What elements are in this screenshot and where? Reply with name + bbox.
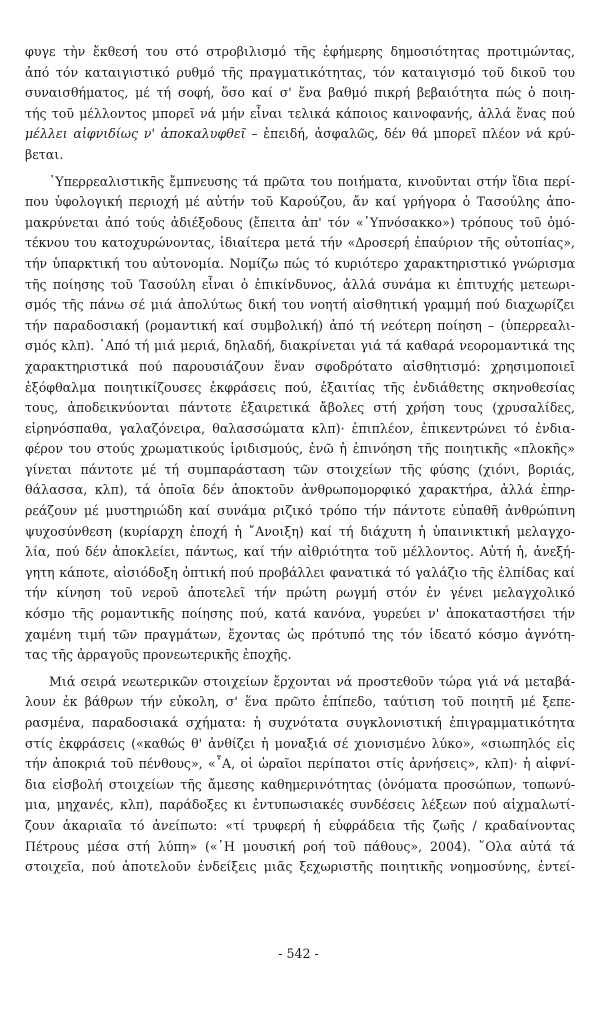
paragraph-line: τήν ὑπαρκτική του αὐτονομία. Νομίζω πώς τό κυριότερο χαρακτηριστικό γνώρισμα	[25, 255, 575, 271]
paragraph-line: συναισθήματος, μέ τή σοφή, ὅσο καί σ' ἕνα βαθμό πικρή βεβαιότητα πώς ὁ ποιη-	[25, 85, 575, 101]
paragraph-line: ψυχοσύνθεση (κυρίαρχη ἐποχή ἡ ῎Ανοιξη) καί τή διάχυτη ἡ ὑπαινικτική μελαγχο-	[25, 523, 575, 539]
paragraph-3	[25, 672, 575, 878]
paragraph-line: κόσμο τῆς ρομαντικῆς ποίησης πού, κατά κανόνα, γυρεύει ν' ἀποκαταστήσει τήν	[25, 606, 575, 622]
paragraph-line: στίς ἐκφράσεις («καθώς θ' ἀνθίζει ἡ μοναξιά σέ χιονισμένο λύκο», «σιωπηλός εἰς	[25, 735, 575, 751]
paragraph-line: τήν κίνηση τοῦ νεροῦ ἀποτελεῖ τήν πρώτη ρωγμή στόν ἐν γένει μελαγχολικό	[25, 585, 575, 601]
paragraph-line: ρασμένα, παραδοσιακά σχήματα: ἡ συχνότατα συγκλονιστική ἐπιγραμματικότητα	[25, 715, 575, 730]
paragraph-line: τήν ἀποκριά τοῦ πένθους», «῏Α, οἱ ὡραῖοι περίπατοι στίς ἀρνήσεις», κλπ)· ἡ αἰφνί-	[25, 756, 575, 772]
paragraph-line: ἐξόφθαλμα ποιητικίζουσες ἐκφράσεις πού, ἐξαιτίας τῆς ἐνδιάθετης σκηνοθεσίας	[25, 379, 575, 395]
paragraph-line: εἰρηνόσπαθα, γαλαζόνειρα, θαλασσώματα κλπ)· ἐπιπλέον, ἐπικεντρώνει τό ἐνδια-	[25, 420, 575, 436]
paragraph-line: μια, μηχανές, κλπ), παράδοξες κι ἐντυπωσιακές συνδέσεις λέξεων πού αἰχμαλωτί-	[25, 797, 575, 813]
paragraph-1	[25, 42, 575, 166]
paragraph-line: τήν παραδοσιακή (ρομαντική καί συμβολική) ἀπό τή νεότερη ποίηση – (ὑπερρεαλι-	[25, 317, 575, 333]
paragraph-line: Πέτρους μέσα στή λύπη» («῾Η μουσική ροή τοῦ πάθους», 2004). ῞Ολα αὐτά τά	[25, 838, 575, 854]
paragraph-line: σμός τῆς πάνω σέ μιά ἀπολύτως δική του νοητή αἰσθητική γραμμή πού διαχωρίζει	[25, 297, 575, 313]
page-number: - 542 -	[278, 946, 319, 961]
paragraph-line: γίνεται πάντοτε μέ τή συμπαράσταση τῶν στοιχείων τῆς φύσης (χιόνι, βοριάς,	[25, 461, 575, 477]
paragraph-line: τῆς ποίησης τοῦ Τασούλη εἶναι ὁ ἐπικίνδυνος, ἀλλά συνάμα κι ἐπιτυχής μετεωρι-	[25, 276, 575, 292]
paragraph-line: γητη κάποτε, αἰσιόδοξη ὀπτική πού προβάλλει φανατικά τό γαλάζιο τῆς ἐλπίδας καί	[25, 564, 575, 580]
paragraph-line: λία, πού δέν ἀποκλείει, πάντως, καί τήν αἰθριότητα τοῦ μέλλοντος. Αὐτή ἡ, ἀνεξή-	[25, 544, 575, 560]
italic-quote: μέλλει αἰφνιδίως ν' ἀποκαλυφθεῖ	[25, 126, 246, 142]
paragraph-line: φυγε τὴν ἔκθεσή του στό στροβιλισμό τῆς ἐφήμερης δημοσιότητας προτιμώντας,	[25, 44, 575, 59]
paragraph-line: ζουν ἀκαριαῖα τό ἀνείπωτο: «τί τρυφερή ἡ εὐφράδεια τῆς ζωῆς / κραδαίνοντας	[25, 817, 575, 833]
paragraph-line: στοιχεῖα, πού ἀποτελοῦν ἐνδείξεις μιᾶς ξεχωριστῆς ποιητικῆς νοημοσύνης, ἐντεί-	[25, 859, 575, 875]
paragraph-line: μακρύνεται ἀπό τούς ἀδιέξοδους (ἔπειτα ἀπ' τόν «῾Υπνόσακκο») τρόπους τοῦ ὁμό-	[25, 214, 575, 230]
paragraph-line: βεται.	[25, 146, 64, 162]
paragraph-line: ρεάζουν μέ μυστηριώδη καί συνάμα ριζικό τρόπο τήν πάντοτε εὐπαθῆ ἀνθρώπινη	[25, 503, 575, 519]
paragraph-line: τους, ἀποδεικνύονται πάντοτε ἐξαιρετικά ἄβολες στή χρήση τους (χρυσαλίδες,	[25, 400, 575, 416]
paragraph-line: που ὑφολογική περιοχή μέ αὐτήν τοῦ Καρούζου, ἄν καί γρήγορα ὁ Τασούλης ἀπο-	[25, 194, 575, 210]
paragraph-line: τέκνου του κατοχυρώνοντας, ἰδιαίτερα μετά τήν «Δροσερή ἐπαύριον τῆς οὐτοπίας»,	[25, 235, 575, 251]
paragraph-line: ῾Υπερρεαλιστικῆς ἔμπνευσης τά πρῶτα του ποιήματα, κινοῦνται στήν ἴδια περί-	[49, 173, 575, 189]
paragraph-line: τας τῆς ἀρραγοῦς προνεωτερικῆς ἐποχῆς.	[25, 647, 292, 663]
paragraph-line: χαμένη τιμή τῶν πραγμάτων, ἔχοντας ὡς πρότυπό της τόν ἰδεατό κόσμο ἀγνότη-	[25, 626, 575, 642]
paragraph-line: δια εἰσβολή στοιχείων τῆς ἄμεσης καθημερινότητας (ὀνόματα προσώπων, τοπωνύ-	[25, 776, 575, 792]
paragraph-line: Μιά σειρά νεωτερικῶν στοιχείων ἔρχονται νά προστεθοῦν τώρα γιά νά μεταβά-	[49, 673, 575, 689]
paragraph-line: φέρον του στούς χρωματικούς ἰριδισμούς, ἐνῶ ἡ ἐπινόηση τῆς ποιητικῆς «πλοκῆς»	[25, 441, 575, 457]
paragraph-line: τής τοῦ μέλλοντος μπορεῖ νά μήν εἶναι τελικά κάποιος καινοφανής, ἀλλά ἕνας πού	[25, 105, 575, 121]
paragraph-line: χαρακτηριστικά πού παρουσιάζουν ἕναν σφοδρότατο αἰσθητισμό: χρησιμοποιεῖ	[25, 358, 575, 374]
paragraph-line: θάλασσα, κλπ), τά ὁποῖα δέν ἀποκτοῦν ἀνθρωπομορφικό χαρακτήρα, ἀλλά ἐπηρ-	[25, 482, 575, 498]
paragraph-line: ἀπό τόν καταιγιστικό ρυθμό τῆς πραγματικότητας, τόν καταιγισμό τοῦ δικοῦ του	[25, 64, 575, 80]
line-remainder: – ἐπειδή, ἀσφαλῶς, δέν θά μπορεῖ πλέον νά κρύ-	[245, 126, 575, 142]
page-body	[25, 42, 575, 878]
paragraph-line: λουν ἐκ βάθρων τήν εὐκολη, σ' ἕνα πρῶτο ἐπίπεδο, ταύτιση τοῦ ποιητῆ μέ ξεπε-	[25, 694, 575, 710]
paragraph-line: σμός κλπ). ῾Από τή μιά μεριά, δηλαδή, διακρίνεται γιά τά καθαρά νεορομαντικά της	[25, 338, 575, 354]
paragraph-2	[25, 172, 575, 666]
paragraph-line	[25, 124, 575, 145]
